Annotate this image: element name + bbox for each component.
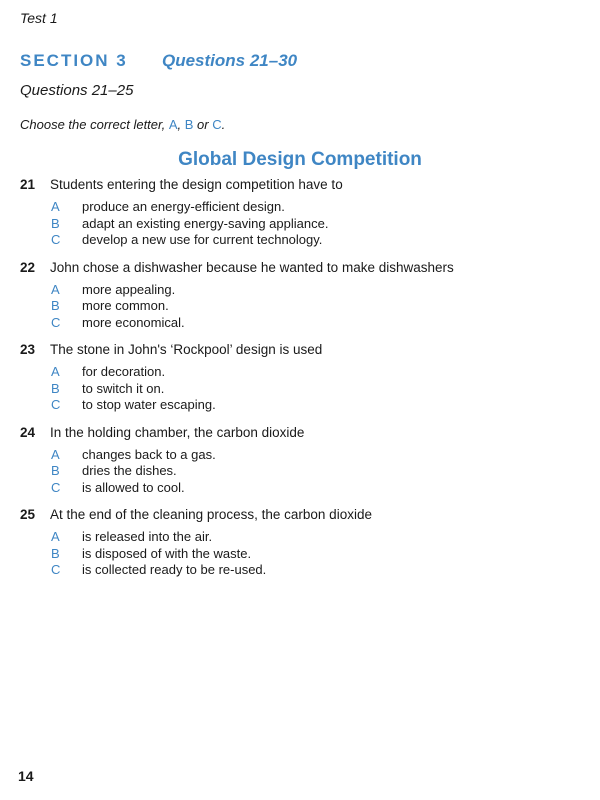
option-text: is collected ready to be re-used. [82,562,267,577]
option-text: more appealing. [82,281,176,297]
question-text: In the holding chamber, the carbon dioxide [50,424,305,440]
option-letter: C [51,232,61,247]
option-b [20,216,580,233]
question-stem [20,341,580,359]
option-letter: A [51,446,60,462]
instructions-letter-b: B [184,117,194,132]
option-text: develop a new use for current technology. [82,232,323,247]
option-c [20,232,580,249]
option-letter: C [51,479,61,495]
page-number: 14 [18,768,34,784]
option-list [20,447,580,497]
section-questions-range: Questions 21–30 [162,51,298,70]
instructions-sep1: , [177,117,185,132]
option-text: adapt an existing energy-saving appliance. [82,215,329,231]
question-number: 25 [20,507,36,522]
option-letter: A [51,199,60,214]
option-text: more economical. [82,314,185,330]
option-text: is released into the air. [82,529,213,544]
option-b [20,463,580,480]
option-text: is disposed of with the waste. [82,545,252,561]
option-text: to switch it on. [82,380,165,396]
instructions [20,117,225,132]
question-24 [20,424,580,497]
instructions-suffix: . [221,117,226,132]
option-list [20,199,580,249]
question-23 [20,341,580,414]
section-heading [20,51,297,71]
question-stem [20,176,580,194]
instructions-sep2: or [193,117,213,132]
question-text: The stone in John's ‘Rockpool’ design is used [50,342,323,357]
option-letter: B [51,215,60,231]
option-c [20,315,580,332]
option-letter: B [51,545,60,561]
option-text: for decoration. [82,364,166,379]
option-a [20,447,580,464]
option-letter: B [51,463,60,478]
option-a [20,529,580,546]
option-c [20,480,580,497]
instructions-letter-c: C [212,117,222,132]
question-text: John chose a dishwasher because he wanted to make dishwashers [50,259,454,275]
option-a [20,282,580,299]
question-list [20,176,580,589]
option-text: changes back to a gas. [82,446,216,462]
option-b [20,298,580,315]
competition-title: Global Design Competition [178,149,422,170]
question-number: 24 [20,424,36,440]
option-text: is allowed to cool. [82,479,185,495]
option-c [20,397,580,414]
option-a [20,364,580,381]
question-stem [20,424,580,442]
question-text: Students entering the design competition have to [50,177,343,192]
option-letter: A [51,281,60,297]
instructions-prefix: Choose the correct letter, [20,117,169,132]
question-22 [20,259,580,332]
question-stem [20,259,580,277]
questions-subheading: Questions 21–25 [20,82,134,99]
option-letter: C [51,562,61,577]
option-text: to stop water escaping. [82,397,216,412]
option-list [20,529,580,579]
option-letter: B [51,298,60,313]
instructions-letter-a: A [168,117,178,132]
option-letter: C [51,314,61,330]
question-21 [20,176,580,249]
option-letter: A [51,529,60,544]
option-a [20,199,580,216]
option-letter: C [51,397,61,412]
question-stem [20,506,580,524]
question-25 [20,506,580,579]
option-text: more common. [82,298,169,313]
option-letter: B [51,380,60,396]
question-text: At the end of the cleaning process, the carbon dioxide [50,507,372,522]
question-number: 21 [20,177,36,192]
question-number: 22 [20,259,36,275]
option-c [20,562,580,579]
option-list [20,364,580,414]
option-text: dries the dishes. [82,463,177,478]
option-letter: A [51,364,60,379]
option-b [20,381,580,398]
section-label: SECTION 3 [20,51,128,70]
question-number: 23 [20,342,36,357]
test-label: Test 1 [20,10,58,26]
option-b [20,546,580,563]
option-text: produce an energy-efficient design. [82,199,285,214]
option-list [20,282,580,332]
